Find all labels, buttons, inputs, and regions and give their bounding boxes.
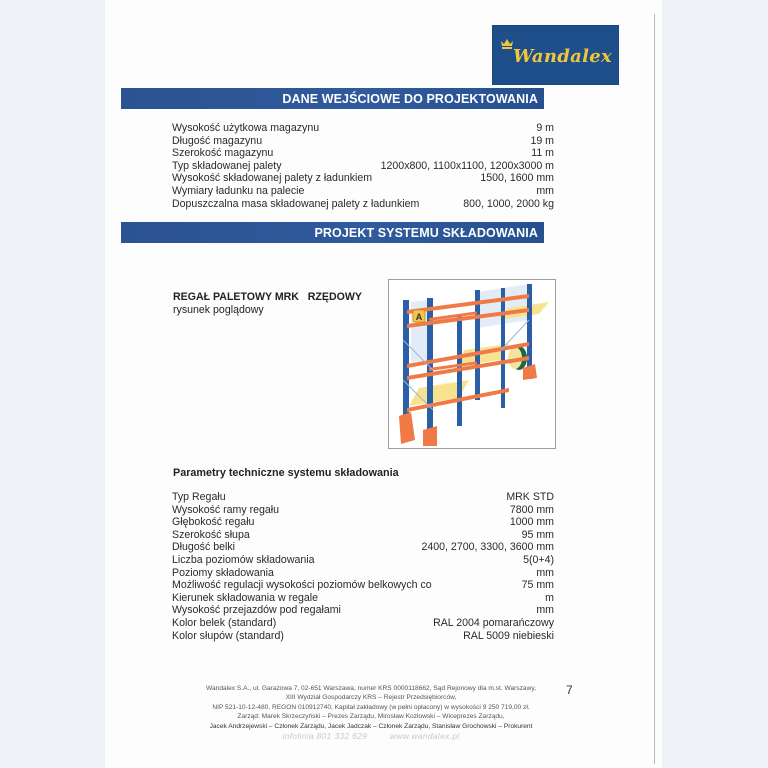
table-row (172, 567, 554, 580)
table-row (172, 554, 554, 567)
row-value: 95 mm (521, 528, 554, 541)
rack-subtitle: rysunek poglądowy (173, 304, 264, 316)
input-data-table (172, 122, 554, 210)
footer-line: XIII Wydział Gospodarczy KRS – Rejestr Przedsiębiorców, (285, 694, 457, 702)
row-label: Kolor belek (standard) (172, 616, 277, 629)
row-label: Wymiary ładunku na palecie (172, 184, 305, 197)
footer-line: Zarząd: Marek Skrzeczyński – Prezes Zarządu, Mirosław Kozłowski – Wiceprezes Zarządu, (237, 713, 505, 721)
table-row (172, 160, 554, 173)
row-value: 7800 mm (509, 503, 554, 516)
row-label: Długość belki (172, 541, 236, 554)
table-row (172, 529, 554, 542)
row-label: Wysokość ramy regału (172, 503, 280, 516)
section-header-storage-design: PROJEKT SYSTEMU SKŁADOWANIA (121, 222, 544, 243)
table-row (172, 491, 554, 504)
row-label: Poziomy składowania (172, 566, 274, 579)
technical-params-table (172, 491, 554, 642)
table-row (172, 504, 554, 517)
row-value: mm (536, 184, 554, 197)
page-edge-line (654, 14, 655, 764)
row-value: 5(0+4) (523, 553, 554, 566)
row-value: 1000 mm (509, 516, 554, 529)
row-label: Wysokość składowanej palety z ładunkiem (172, 172, 373, 185)
pallet-rack-drawing (389, 280, 555, 448)
pallet-rack-illustration (388, 279, 556, 449)
row-value: 9 m (536, 122, 554, 134)
row-label: Typ składowanej palety (172, 159, 282, 172)
document-page (105, 0, 662, 768)
table-row (172, 172, 554, 185)
row-value: mm (536, 604, 554, 617)
table-row (172, 617, 554, 630)
table-row (172, 541, 554, 554)
row-label: Wysokość przejazdów pod regałami (172, 604, 341, 617)
row-label: Dopuszczalna masa składowanej palety z ładunkiem (172, 197, 420, 210)
row-label: Typ Regału (172, 491, 226, 503)
table-row (172, 122, 554, 135)
table-row (172, 198, 554, 211)
row-value: mm (536, 566, 554, 579)
footer-line: Jacek Andrzejewski – Członek Zarządu, Jacek Jadczak – Członek Zarządu, Stanisław Grochowski – Prokurent (209, 722, 533, 730)
website-link[interactable]: www.wandalex.pl (389, 731, 460, 742)
row-label: Kierunek składowania w regale (172, 591, 319, 604)
footer-line: Wandalex S.A., ul. Garażowa 7, 02-651 Warszawa, numer KRS 0000118662, Sąd Rejonowy dla m.st. Warszawy, (206, 685, 536, 692)
row-label: Liczba poziomów składowania (172, 553, 315, 566)
page-number: 7 (566, 683, 573, 697)
table-row (172, 516, 554, 529)
table-row (172, 579, 554, 592)
row-value: 1500, 1600 mm (480, 172, 554, 185)
brand-name: Wandalex (512, 45, 613, 67)
params-title: Parametry techniczne systemu składowania (173, 467, 399, 479)
company-footer (175, 684, 567, 741)
crown-icon (500, 37, 514, 49)
row-label: Głębokość regału (172, 516, 255, 529)
row-value: 800, 1000, 2000 kg (463, 197, 554, 210)
wandalex-logo (492, 25, 619, 85)
row-value: MRK STD (506, 491, 554, 503)
table-row (172, 630, 554, 643)
row-value: 75 mm (521, 579, 554, 592)
footer-line: NIP 521-10-12-480, REGON 010912740, Kapitał zakładowy (w pełni opłacony) w wysokości 9 250 719,00 zł. (212, 703, 530, 711)
section-header-input-data: DANE WEJŚCIOWE DO PROJEKTOWANIA (121, 88, 544, 109)
row-value: RAL 5009 niebieski (463, 629, 554, 642)
row-label: Długość magazynu (172, 134, 263, 147)
table-row (172, 135, 554, 148)
row-label: Szerokość słupa (172, 528, 250, 541)
rack-title: REGAŁ PALETOWY MRK RZĘDOWY (173, 291, 362, 303)
table-row (172, 185, 554, 198)
row-value: RAL 2004 pomarańczowy (433, 616, 554, 629)
row-label: Kolor słupów (standard) (172, 629, 284, 642)
table-row (172, 147, 554, 160)
rack-label-a: A (415, 312, 423, 322)
row-value: m (545, 591, 554, 604)
row-value: 1200x800, 1100x1100, 1200x3000 m (380, 159, 554, 172)
hotline-number: infolinia 801 332 629 (282, 731, 368, 742)
table-row (172, 592, 554, 605)
row-label: Możliwość regulacji wysokości poziomów belkowych co (172, 579, 432, 592)
footer-contact (175, 732, 567, 741)
row-value: 2400, 2700, 3300, 3600 mm (421, 541, 554, 554)
row-value: 11 m (531, 147, 554, 160)
row-label: Wysokość użytkowa magazynu (172, 122, 320, 134)
row-label: Szerokość magazynu (172, 147, 274, 160)
table-row (172, 604, 554, 617)
row-value: 19 m (530, 134, 554, 147)
